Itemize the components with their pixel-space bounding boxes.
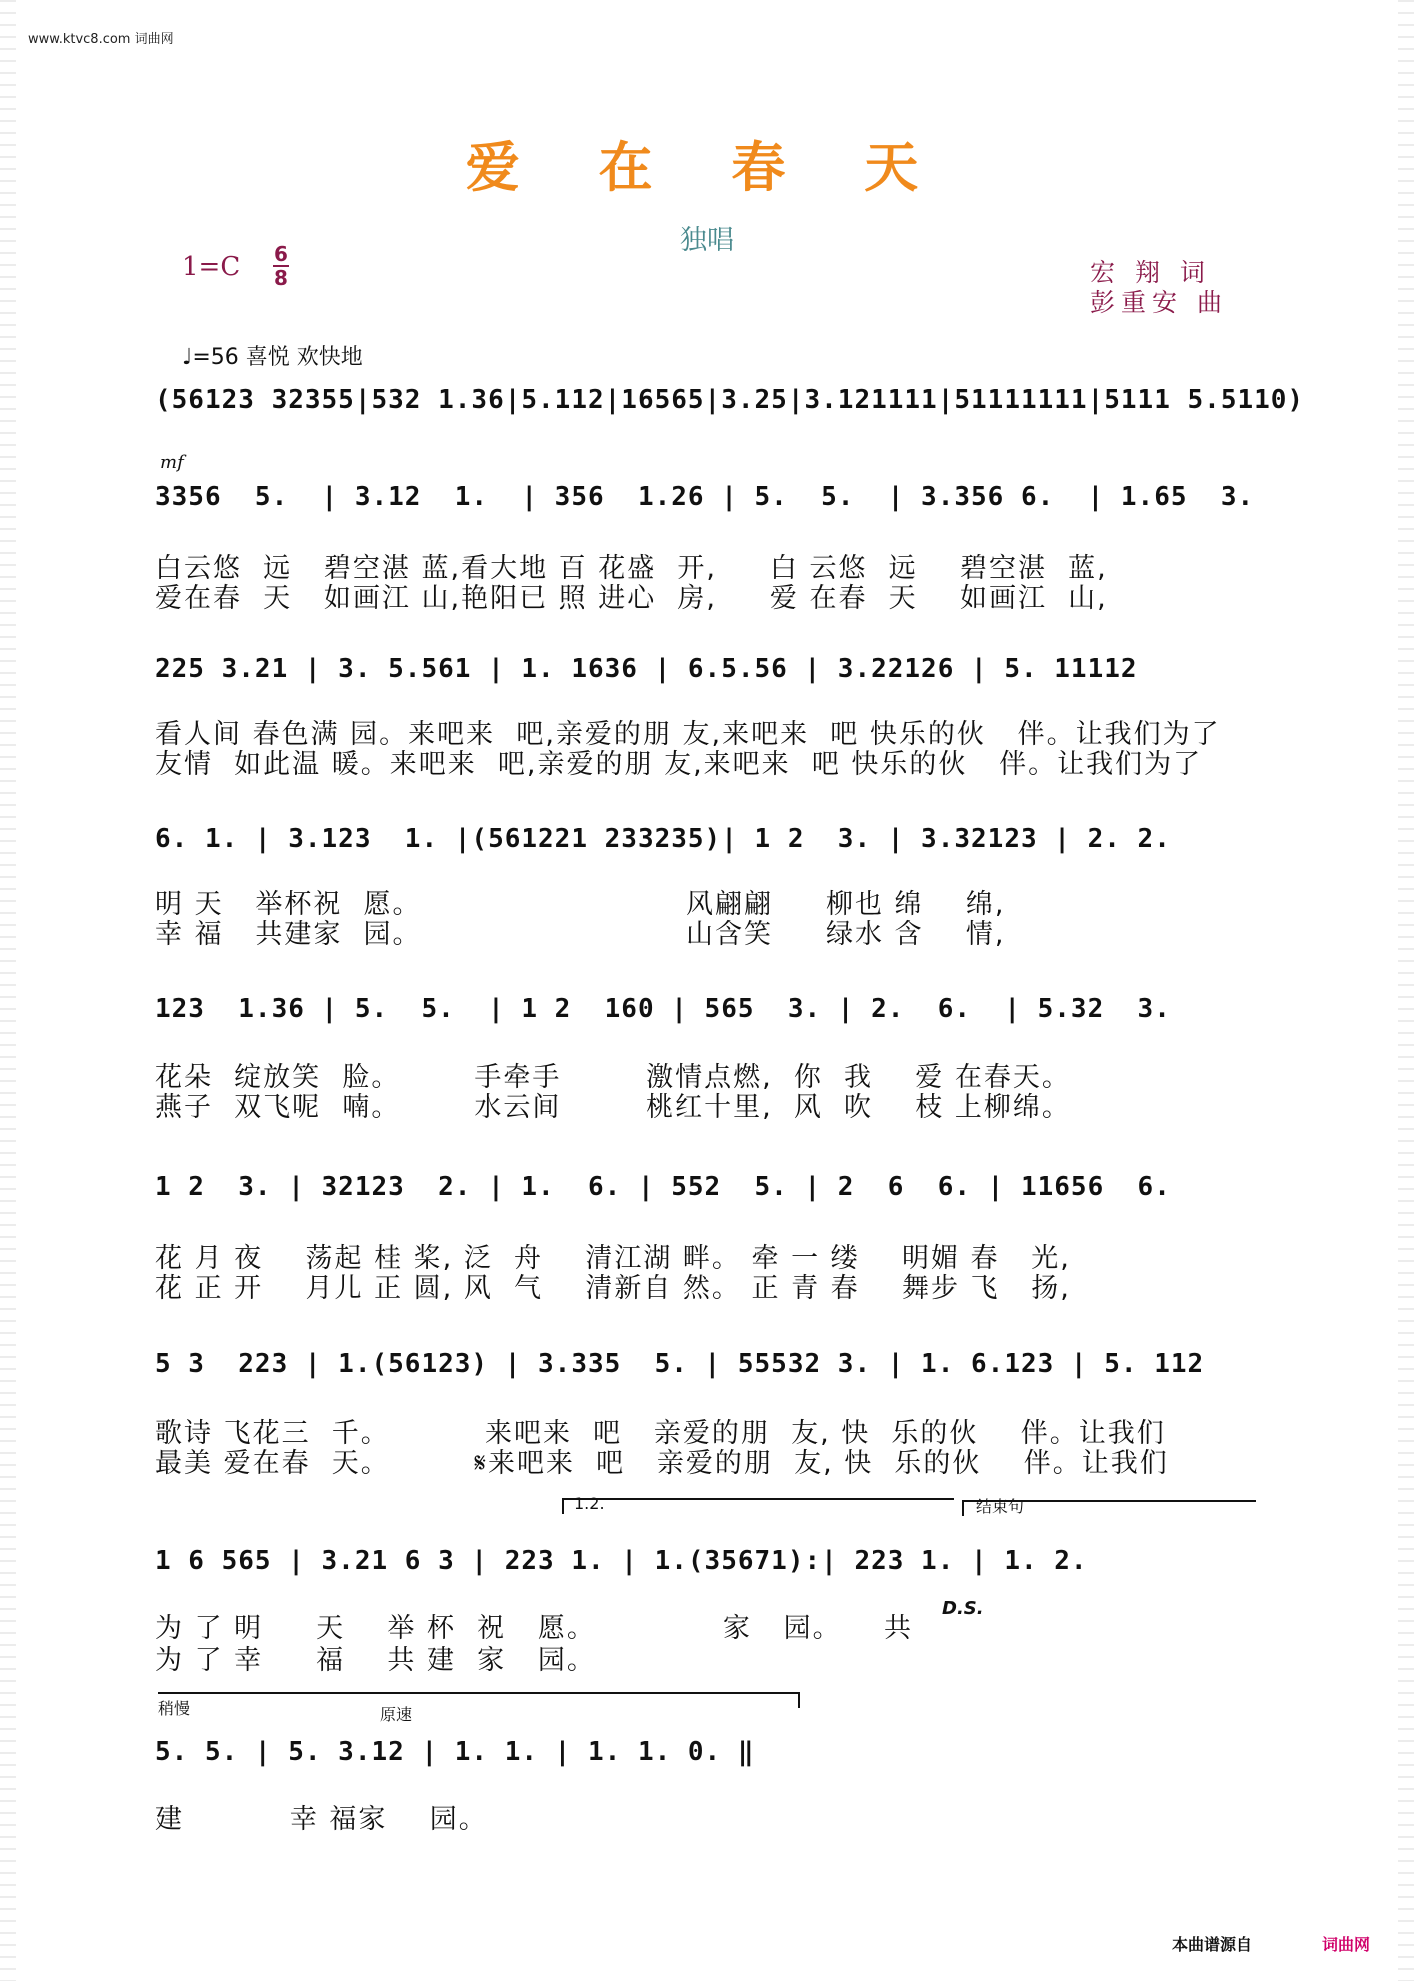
time-signature xyxy=(271,244,291,288)
score-row-4-lyrics-verse1: 花朵 绽放笑 脸。 手牵手 激情点燃, 你 我 爱 在春天。 xyxy=(155,1062,1071,1093)
score-row-5-lyrics-verse2: 花 正 开 月儿 正 圆, 风 气 清新自 然。 正 青 春 舞步 飞 扬, xyxy=(155,1273,1071,1304)
a-tempo-marking: 原速 xyxy=(380,1705,413,1724)
score-row-2-lyrics-verse1: 看人间 春色满 园。来吧来 吧,亲爱的朋 友,来吧来 吧 快乐的伙 伴。让我们为了 xyxy=(155,719,1221,750)
key-signature: 1=C xyxy=(182,252,241,282)
score-row-7-lyrics-verse1: 为 了 明 天 举 杯 祝 愿。 家 园。 共 xyxy=(155,1613,913,1644)
score-row-8-lyrics-verse1: 建 幸 福家 园。 xyxy=(155,1804,488,1835)
score-row-6-notes: 5 3 223 | 1.(56123) | 3.335 5. | 55532 3. | 1. 6.123 | 5. 112 xyxy=(155,1349,1205,1379)
right-border-decoration xyxy=(1398,0,1414,1981)
score-row-6-lyrics-verse1: 歌诗 飞花三 千。 来吧来 吧 亲爱的朋 友, 快 乐的伙 伴。让我们 xyxy=(155,1418,1166,1449)
intro-notes: (56123 32355|532 1.36|5.112|16565|3.25|3.121111|51111111|5111 5.5110) xyxy=(155,385,1305,415)
song-subtitle: 独唱 xyxy=(680,225,734,256)
score-row-2-notes: 225 3.21 | 3. 5.561 | 1. 1636 | 6.5.56 | 3.22126 | 5. 11112 xyxy=(155,654,1138,684)
composer: 彭重安 曲 xyxy=(1090,288,1228,317)
score-row-4-lyrics-verse2: 燕子 双飞呢 喃。 水云间 桃红十里, 风 吹 枝 上柳绵。 xyxy=(155,1092,1071,1123)
score-row-4-notes: 123 1.36 | 5. 5. | 1 2 160 | 565 3. | 2. 6. | 5.32 3. xyxy=(155,994,1171,1024)
score-row-8-notes: 5. 5. | 5. 3.12 | 1. 1. | 1. 1. 0. ‖ xyxy=(155,1737,755,1767)
score-row-1-notes: 3356 5. | 3.12 1. | 356 1.26 | 5. 5. | 3.356 6. | 1.65 3. xyxy=(155,482,1255,512)
score-row-3-notes: 6. 1. | 3.123 1. |(561221 233235)| 1 2 3. | 3.32123 | 2. 2. xyxy=(155,824,1171,854)
left-border-decoration xyxy=(0,0,16,1981)
score-row-1-lyrics-verse2: 爱在春 天 如画江 山,艳阳已 照 进心 房, 爱 在春 天 如画江 山, xyxy=(155,583,1108,614)
score-row-5-notes: 1 2 3. | 32123 2. | 1. 6. | 552 5. | 2 6 6. | 11656 6. xyxy=(155,1172,1171,1202)
score-row-1-lyrics-verse1: 白云悠 远 碧空湛 蓝,看大地 百 花盛 开, 白 云悠 远 碧空湛 蓝, xyxy=(155,553,1108,584)
time-signature-top: 6 xyxy=(274,242,288,266)
volta-bracket xyxy=(562,1498,954,1514)
tempo-marking: ♩=56 喜悦 欢快地 xyxy=(182,345,363,370)
dynamic-marking: mf xyxy=(160,452,184,473)
credits xyxy=(1090,258,1228,318)
ending-label: 结束句 xyxy=(976,1497,1025,1516)
rit-marking: 稍慢 xyxy=(158,1699,191,1718)
score-row-3-lyrics-verse1: 明 天 举杯祝 愿。 风翩翩 柳也 绵 绵, xyxy=(155,889,1006,920)
score-row-6-lyrics-verse2: 最美 爱在春 天。 𝄋来吧来 吧 亲爱的朋 友, 快 乐的伙 伴。让我们 xyxy=(155,1448,1169,1479)
site-header[interactable]: www.ktvc8.com 词曲网 xyxy=(28,32,174,47)
score-row-3-lyrics-verse2: 幸 福 共建家 园。 山含笑 绿水 含 情, xyxy=(155,919,1006,950)
score-row-7-lyrics-verse2: 为 了 幸 福 共 建 家 园。 xyxy=(155,1645,596,1676)
footer-source-label: 本曲谱源自 xyxy=(1172,1935,1253,1954)
time-signature-bottom: 8 xyxy=(274,266,288,290)
footer-source-link[interactable]: 词曲网 xyxy=(1322,1935,1371,1954)
lyricist: 宏 翔 词 xyxy=(1090,258,1211,287)
final-bracket xyxy=(158,1692,800,1708)
score-row-2-lyrics-verse2: 友情 如此温 暖。来吧来 吧,亲爱的朋 友,来吧来 吧 快乐的伙 伴。让我们为了 xyxy=(155,749,1203,780)
song-title: 爱 在 春 天 xyxy=(465,135,949,199)
score-row-7-notes: 1 6 565 | 3.21 6 3 | 223 1. | 1.(35671):| 223 1. | 1. 2. xyxy=(155,1546,1088,1576)
score-row-5-lyrics-verse1: 花 月 夜 荡起 桂 桨, 泛 舟 清江湖 畔。 牵 一 缕 明媚 春 光, xyxy=(155,1243,1071,1274)
volta-label: 1.2. xyxy=(574,1494,605,1513)
ds-marking: D.S. xyxy=(942,1598,984,1619)
